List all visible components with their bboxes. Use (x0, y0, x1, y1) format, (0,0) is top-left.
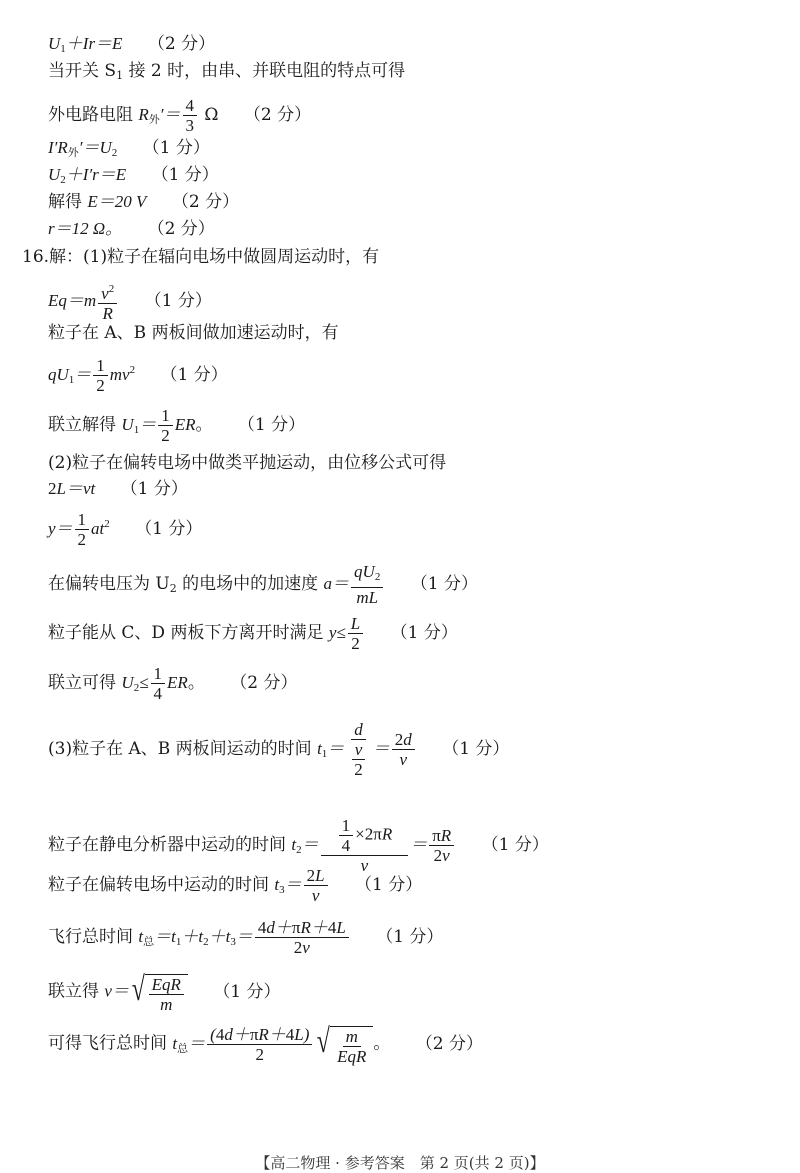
eq-line-18: 联立可得 $U_2\le$ $\frac{1}{4}$ ER。 （2 分） (48, 664, 298, 703)
eq-line-1: $U_1+Ir=E$ （2 分） (48, 34, 216, 55)
eq-line-23: 联立得 v＝ √ $\frac{\text{EqR}}{m}$ （1 分） (48, 971, 281, 1014)
text-line-2: 当开关 $S_1$ 接 2 时，由串、并联电阻的特点可得 (48, 61, 406, 82)
sqrt: √ $\frac{\text{EqR}}{m}$ (129, 970, 188, 1014)
eq-line-4: $I'R_外'=U_2$ （1 分） (48, 138, 210, 159)
eq-line-20: 粒子在静电分析器中运动的时间 $t_2=$ $\frac{1}{4}$ ×2πR v ＝ $\frac{\pi R}{2v}$ （1 分） (48, 816, 549, 875)
sqrt: √ $\frac{m}{\text{EqR}}$ (314, 1022, 373, 1066)
eq-line-6: 解得 E＝20 V （2 分） (48, 192, 240, 212)
eq-line-3: 外电路电阻 $R_外'=$ $\frac{4}{3}$ Ω （2 分） (48, 96, 312, 135)
text-line-13: (2)粒子在偏转电场中做类平抛运动，由位移公式可得 (48, 453, 447, 473)
eq-line-22: 飞行总时间 $t_总=t_1+t_2+t_3=$ $\frac{4d+\pi R+4L}{2v}$ （1 分） (48, 918, 444, 957)
eq-line-21: 粒子在偏转电场中运动的时间 $t_3=$ $\frac{2L}{v}$ （1 分） (48, 866, 423, 905)
question-16-heading: 16.解：(1)粒子在辐向电场中做圆周运动时，有 (22, 247, 380, 267)
question-number: 16. (22, 247, 50, 267)
eq-line-14: 2L＝vt （1 分） (48, 479, 188, 499)
eq-line-9: Eq＝m $\frac{v^2}{R}$ （1 分） (48, 280, 212, 323)
eq-line-16: 在偏转电压为 $U_2$ 的电场中的加速度 a＝ $\frac{qU_2}{mL}$ （1 分） (48, 562, 478, 607)
eq-line-15: y＝ $\frac{1}{2}$ $at^2$ （1 分） (48, 510, 203, 549)
points-1: （2 分） (147, 34, 216, 54)
points-3: （2 分） (243, 105, 312, 125)
eq-line-24: 可得飞行总时间 $t_总=$ $\frac{(4d+\pi R+4L)}{2}$ √ $\frac{m}{\text{EqR}}$ 。 （2 分） (48, 1023, 484, 1066)
eq-line-12: 联立解得 $U_1=$ $\frac{1}{2}$ ER。 （1 分） (48, 406, 306, 445)
eq-line-17: 粒子能从 C、D 两板下方离开时满足 y≤ $\frac{L}{2}$ （1 分） (48, 614, 458, 653)
page-footer: 【高二物理 · 参考答案 第 2 页(共 2 页)】 (255, 1154, 545, 1172)
eq-line-5: $U_2+I'r=E$ （1 分） (48, 165, 219, 186)
eq-line-7: r＝12 Ω。 （2 分） (48, 219, 215, 239)
eq-line-11: $qU_1=$ $\frac{1}{2}$ $mv^2$ （1 分） (48, 356, 228, 395)
eq-line-19: (3)粒子在 A、B 两板间运动的时间 $t_1=$ $\frac{d}{\frac{v}{2}}$ ＝ $\frac{2d}{v}$ （1 分） (48, 720, 510, 779)
text-line-10: 粒子在 A、B 两板间做加速运动时，有 (48, 323, 339, 343)
